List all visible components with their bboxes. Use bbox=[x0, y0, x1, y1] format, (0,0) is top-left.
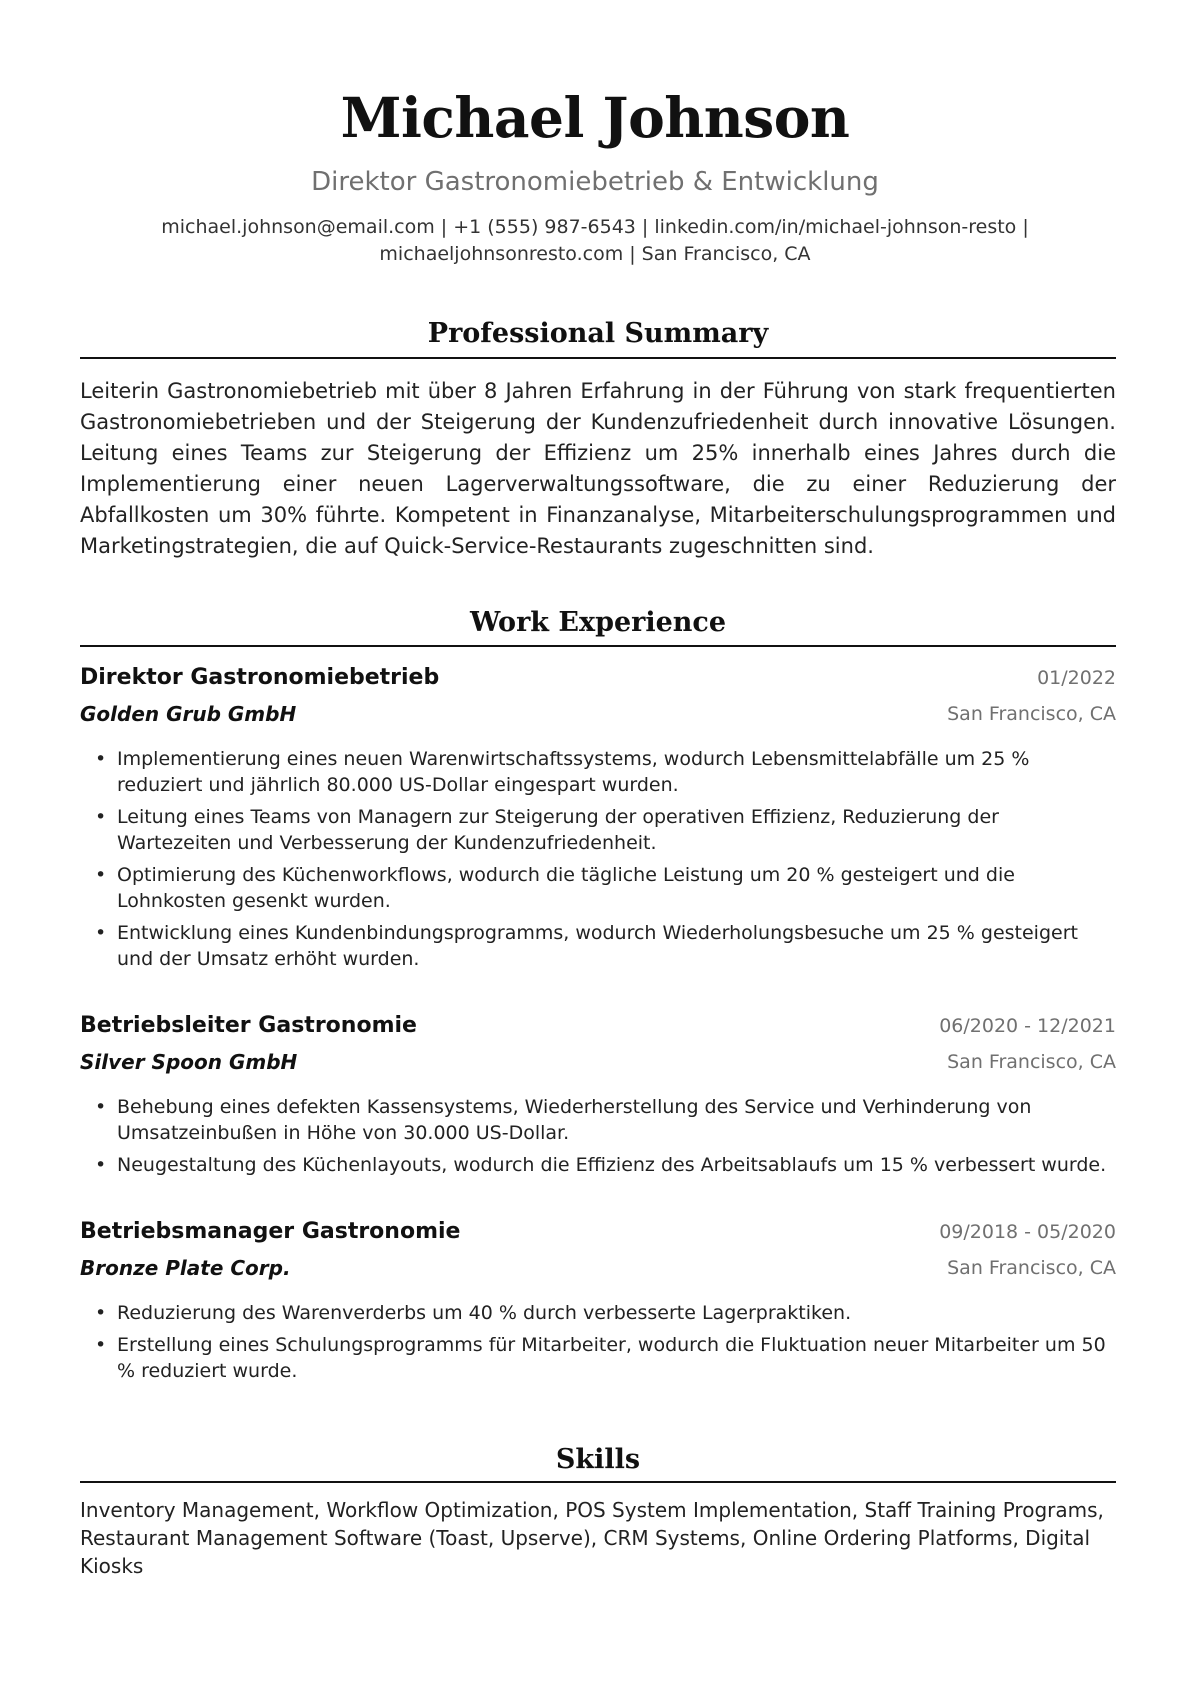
bullet-item bbox=[80, 1094, 1116, 1146]
job-title: Direktor Gastronomiebetrieb bbox=[80, 665, 440, 690]
job-subheader bbox=[80, 1250, 1116, 1286]
skills-line: Inventory Management, Workflow Optimization, POS System Implementation, Staff Training Programs, bbox=[80, 1498, 1104, 1522]
section-divider bbox=[80, 645, 1116, 647]
job-header bbox=[80, 1008, 1116, 1044]
company-name: Silver Spoon GmbH bbox=[80, 1050, 298, 1074]
bullet-text: Neugestaltung des Küchenlayouts, wodurch die Effizienz des Arbeitsablaufs um 15 % verbessert wurde. bbox=[117, 1154, 1107, 1176]
bullet-text: Entwicklung eines Kundenbindungsprogramms, wodurch Wiederholungsbesuche um 25 % gesteigert und der Umsatz erhöht wurden. bbox=[117, 922, 1078, 970]
job-bullets bbox=[80, 1094, 1116, 1178]
section-heading-skills: Skills bbox=[555, 1444, 641, 1475]
contact-line: michaeljohnsonresto.com | San Francisco, CA bbox=[379, 243, 811, 265]
skills-list bbox=[80, 1496, 1116, 1580]
bullet-text: Behebung eines defekten Kassensystems, Wiederherstellung des Service und Verhinderung von Umsatzeinbußen in Höhe von 30.000 US-Dollar. bbox=[117, 1096, 1032, 1144]
job-date: 06/2020 - 12/2021 bbox=[939, 1015, 1116, 1037]
bullet-item bbox=[80, 920, 1116, 972]
bullet-icon: • bbox=[95, 1096, 107, 1118]
bullet-text: Implementierung eines neuen Warenwirtschaftssystems, wodurch Lebensmittelabfälle um 25 % reduziert und jährlich 80.000 US-Dollar eingespart wurden. bbox=[117, 748, 1030, 796]
job-entry bbox=[80, 1008, 1116, 1184]
bullet-icon: • bbox=[95, 864, 107, 886]
candidate-name: Michael Johnson bbox=[340, 85, 850, 150]
job-location: San Francisco, CA bbox=[947, 1257, 1116, 1279]
job-header bbox=[80, 1214, 1116, 1250]
skills-line: Restaurant Management Software (Toast, Upserve), CRM Systems, Online Ordering Platforms, Digital Kiosks bbox=[80, 1526, 1091, 1578]
job-subheader bbox=[80, 1044, 1116, 1080]
job-header bbox=[80, 660, 1116, 696]
job-date: 01/2022 bbox=[1037, 667, 1116, 689]
bullet-text: Erstellung eines Schulungsprogramms für Mitarbeiter, wodurch die Fluktuation neuer Mitarbeiter um 50 % reduziert wurde. bbox=[117, 1334, 1106, 1382]
job-bullets bbox=[80, 1300, 1116, 1384]
job-date: 09/2018 - 05/2020 bbox=[939, 1221, 1116, 1243]
bullet-icon: • bbox=[95, 922, 107, 944]
resume-header bbox=[0, 82, 1190, 268]
contact-line: michael.johnson@email.com | +1 (555) 987-6543 | linkedin.com/in/michael-johnson-resto | bbox=[161, 216, 1029, 238]
section-divider bbox=[80, 357, 1116, 359]
contact-info bbox=[145, 214, 1045, 268]
job-title: Betriebsleiter Gastronomie bbox=[80, 1013, 417, 1038]
company-name: Bronze Plate Corp. bbox=[80, 1256, 291, 1280]
job-bullets bbox=[80, 746, 1116, 972]
bullet-icon: • bbox=[95, 1154, 107, 1176]
job-entry bbox=[80, 1214, 1116, 1390]
bullet-item bbox=[80, 1152, 1116, 1178]
bullet-item bbox=[80, 862, 1116, 914]
job-location: San Francisco, CA bbox=[947, 1051, 1116, 1073]
bullet-icon: • bbox=[95, 1334, 107, 1356]
section-heading-experience: Work Experience bbox=[469, 607, 727, 638]
bullet-text: Optimierung des Küchenworkflows, wodurch die tägliche Leistung um 20 % gesteigert und die Lohnkosten gesenkt wurden. bbox=[117, 864, 1015, 912]
summary-text: Leiterin Gastronomiebetrieb mit über 8 Jahren Erfahrung in der Führung von stark frequentierten Gastronomiebetrieben und der Steigerung der Kundenzufriedenheit durch innovative Lösungen. Leitung eines Teams zur Steigerung der Effizienz um 25% innerhalb eines Jahres durch die Implementierung einer neuen Lagerverwaltungssoftware, die zu einer Reduzierung der Abfallkosten um 30% führte. Kompetent in Finanzanalyse, Mitarbeiterschulungsprogrammen und Marketingstrategien, die auf Quick-Service-Restaurants zugeschnitten sind. bbox=[80, 379, 1116, 558]
bullet-item bbox=[80, 1332, 1116, 1384]
bullet-text: Reduzierung des Warenverderbs um 40 % durch verbesserte Lagerpraktiken. bbox=[117, 1302, 852, 1324]
job-entry bbox=[80, 660, 1116, 978]
bullet-item bbox=[80, 804, 1116, 856]
section-divider bbox=[80, 1481, 1116, 1483]
job-location: San Francisco, CA bbox=[947, 703, 1116, 725]
section-heading-summary: Professional Summary bbox=[427, 318, 769, 349]
bullet-icon: • bbox=[95, 748, 107, 770]
bullet-icon: • bbox=[95, 806, 107, 828]
bullet-item bbox=[80, 1300, 1116, 1326]
company-name: Golden Grub GmbH bbox=[80, 702, 297, 726]
candidate-title: Direktor Gastronomiebetrieb & Entwicklung bbox=[311, 167, 879, 197]
bullet-item bbox=[80, 746, 1116, 798]
job-subheader bbox=[80, 696, 1116, 732]
bullet-text: Leitung eines Teams von Managern zur Steigerung der operativen Effizienz, Reduzierung der Wartezeiten und Verbesserung der Kundenzufriedenheit. bbox=[117, 806, 999, 854]
bullet-icon: • bbox=[95, 1302, 107, 1324]
job-title: Betriebsmanager Gastronomie bbox=[80, 1219, 461, 1244]
